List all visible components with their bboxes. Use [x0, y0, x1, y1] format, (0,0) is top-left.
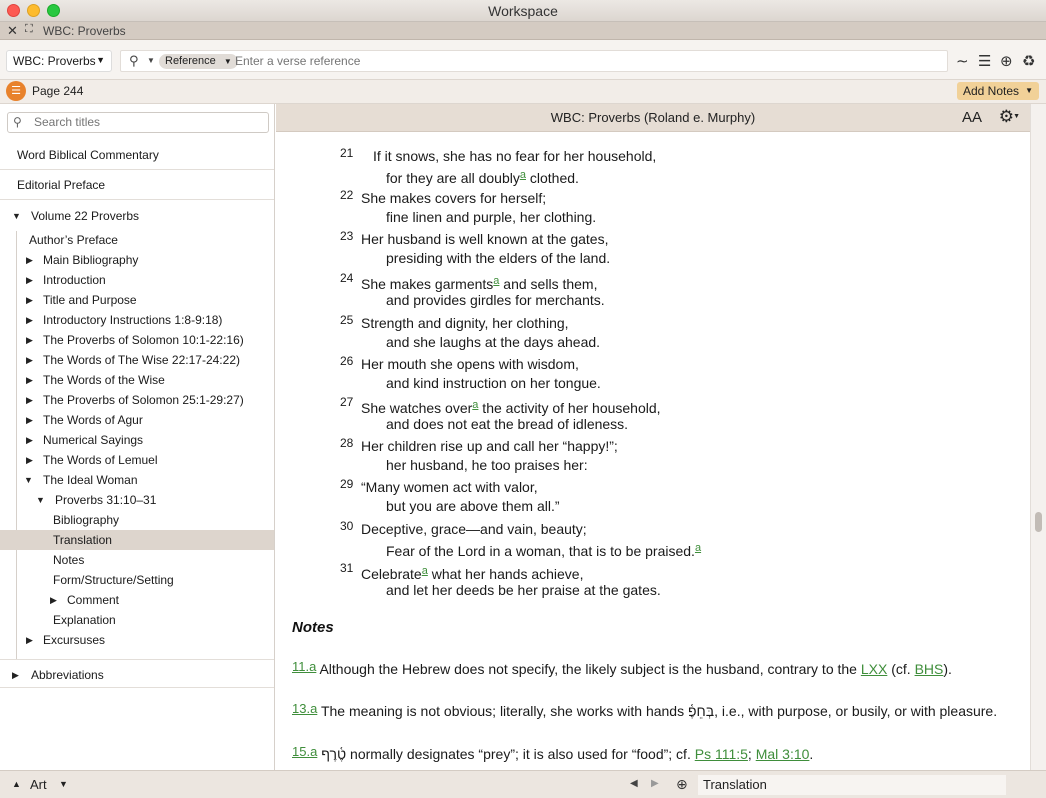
triangle-right-icon[interactable]: ▶: [12, 670, 19, 680]
chevron-down-icon: ▼: [1025, 86, 1033, 95]
verse-line: [386, 415, 628, 434]
verse-text: If it snows, she has no fear for her household,: [373, 148, 657, 164]
verse-text: Her children rise up and call her “happy!”;: [361, 438, 618, 454]
verse-text: She makes garments: [361, 276, 494, 292]
toc-item-label: Bibliography: [53, 513, 120, 527]
verse-line: [386, 333, 600, 352]
note-text: ).: [943, 661, 952, 677]
toc-item-label: Volume 22 Proverbs: [31, 209, 140, 223]
toc-item-label: Author’s Preface: [29, 233, 118, 247]
toc-item-label: Introduction: [43, 273, 106, 287]
verse-number: 26: [340, 354, 354, 368]
verse-line: [386, 291, 605, 310]
chevron-down-icon[interactable]: ▼: [1013, 113, 1020, 120]
collection-label[interactable]: Art: [30, 777, 47, 792]
toc-item-translation[interactable]: [0, 530, 275, 550]
note-ref-link[interactable]: 11.a: [292, 659, 317, 674]
toolbar: [0, 40, 1046, 80]
add-notes-button[interactable]: [957, 82, 1039, 100]
title-search-input[interactable]: [34, 115, 264, 129]
verse-line: [386, 456, 588, 475]
toc-item-label: Title and Purpose: [43, 293, 137, 307]
notes-heading: Notes: [292, 619, 334, 636]
close-panel-icon[interactable]: ✕: [7, 23, 18, 38]
verse-text: Celebrate: [361, 566, 422, 582]
toc-item-introduction[interactable]: [0, 270, 275, 290]
bottom-bar: [0, 770, 1046, 798]
triangle-right-icon[interactable]: ▶: [26, 435, 33, 445]
triangle-right-icon[interactable]: ▶: [26, 255, 33, 265]
footnote-link[interactable]: a: [519, 169, 526, 181]
triangle-right-icon[interactable]: ▶: [26, 375, 33, 385]
verse-text: what her hands achieve,: [427, 566, 584, 582]
toc-item-label: The Words of the Wise: [43, 373, 165, 387]
window-title: Workspace: [488, 3, 558, 19]
verse-text: Strength and dignity, her clothing,: [361, 315, 569, 331]
note-text: ;: [747, 746, 756, 762]
search-type-pill[interactable]: [159, 54, 238, 69]
toc-item-label: The Proverbs of Solomon 10:1-22:16): [43, 333, 244, 347]
panel-tab-title[interactable]: WBC: Proverbs: [43, 24, 126, 38]
toc-item-ideal-woman[interactable]: [0, 470, 275, 490]
verse-number: 28: [340, 436, 354, 450]
toc-item-word-biblical-commentary[interactable]: [0, 140, 275, 170]
toc-item-notes[interactable]: [0, 550, 275, 570]
verse-number: 29: [340, 477, 354, 491]
verse-text: for they are all doubly: [386, 170, 520, 186]
toc-item-numerical-sayings[interactable]: [0, 430, 275, 450]
verse-number: 24: [340, 271, 354, 285]
footnote-link[interactable]: a: [493, 275, 500, 287]
verse-text: the activity of her household,: [478, 400, 661, 416]
reference-input[interactable]: [235, 53, 935, 69]
magnifier-icon: ⚲: [13, 115, 22, 129]
verse-text: and let her deeds be her praise at the gates.: [386, 582, 661, 598]
note-ref-link[interactable]: 15.a: [292, 744, 318, 759]
reference-search-box[interactable]: [120, 50, 948, 72]
verse-line: [361, 230, 608, 249]
next-icon[interactable]: ▶: [651, 778, 659, 789]
note-text: .: [809, 746, 814, 762]
toc-item-words-of-the-wise-1[interactable]: [0, 350, 275, 370]
verse-line: [386, 497, 560, 516]
verse-text: and provides girdles for merchants.: [386, 292, 605, 308]
toc-item-words-of-lemuel[interactable]: [0, 450, 275, 470]
chevron-down-icon: ▼: [96, 55, 105, 65]
verse-line: [361, 355, 579, 374]
verse-number: 30: [340, 519, 354, 533]
toc-item-label: Form/Structure/Setting: [53, 573, 174, 587]
verse-number: 22: [340, 188, 354, 202]
note-link[interactable]: LXX: [860, 661, 888, 677]
verse-text: Fear of the Lord in a woman, that is to be praised.: [386, 543, 695, 559]
verse-line: [361, 189, 546, 208]
previous-icon[interactable]: ◀: [630, 778, 638, 789]
toc-item-explanation[interactable]: [0, 610, 275, 630]
verse-text: presiding with the elders of the land.: [386, 250, 611, 266]
note-item: [292, 659, 952, 677]
verse-line: [373, 147, 656, 166]
triangle-right-icon[interactable]: ▶: [26, 415, 33, 425]
content-header: [276, 104, 1030, 132]
toc-item-label: The Words of The Wise 22:17-24:22): [43, 353, 240, 367]
toc-item-main-bibliography[interactable]: [0, 250, 275, 270]
window-titlebar: [0, 0, 1046, 22]
chevron-down-icon[interactable]: ▼: [147, 56, 155, 65]
toc-item-editorial-preface[interactable]: [0, 170, 275, 200]
table-of-contents-sidebar: [0, 104, 275, 770]
verse-text: She watches over: [361, 400, 473, 416]
note-text: טֶ֫רֶף normally designates “prey”; it is also used for “food”; cf.: [317, 746, 695, 762]
resource-selector-label: WBC: Proverbs: [13, 54, 96, 68]
verse-line: [361, 520, 587, 539]
verse-line: [386, 374, 601, 393]
note-text: The meaning is not obvious; literally, she works with hands בְּחֵפֶ֫, i.e., with purpose, or busily, or with pleasure.: [317, 703, 998, 719]
toc-item-label: Comment: [67, 593, 120, 607]
triangle-right-icon[interactable]: ▶: [26, 355, 33, 365]
toc-item-authors-preface[interactable]: [0, 230, 275, 250]
note-link[interactable]: Mal 3:10: [755, 746, 810, 762]
toc-item-label: Excursuses: [43, 633, 106, 647]
footnote-link[interactable]: a: [694, 542, 702, 554]
add-icon[interactable]: ⊕: [1000, 53, 1013, 70]
note-text: Although the Hebrew does not specify, the likely subject is the husband, contrary to the: [316, 661, 861, 677]
toc-item-label: The Ideal Woman: [43, 473, 138, 487]
toc-item-label: Explanation: [53, 613, 116, 627]
toc-item-label: Word Biblical Commentary: [17, 148, 159, 162]
expand-panel-icon[interactable]: ⛶: [25, 23, 33, 35]
search-type-label: Reference: [165, 55, 216, 67]
note-item: [292, 701, 997, 719]
toc-list-icon[interactable]: ☰: [6, 81, 26, 101]
gear-icon[interactable]: ⚙: [998, 107, 1014, 126]
magnifier-icon[interactable]: ⚲: [129, 53, 139, 68]
verse-text: but you are above them all.”: [386, 498, 560, 514]
triangle-right-icon[interactable]: ▶: [26, 635, 33, 645]
triangle-right-icon[interactable]: ▶: [50, 595, 57, 605]
toc-item-comment[interactable]: [0, 590, 275, 610]
vertical-scrollbar[interactable]: [1030, 104, 1046, 770]
verse-number: 27: [340, 395, 354, 409]
verse-text: fine linen and purple, her clothing.: [386, 209, 597, 225]
verse-line: [361, 478, 538, 497]
globe-icon[interactable]: ⊕: [676, 776, 688, 792]
toc-item-label: Notes: [53, 553, 85, 567]
triangle-right-icon[interactable]: ▶: [26, 455, 33, 465]
toc-item-label: The Words of Lemuel: [43, 453, 158, 467]
note-link[interactable]: BHS: [914, 661, 944, 677]
page-indicator: Page 244: [32, 84, 84, 98]
footnote-link[interactable]: a: [472, 399, 479, 411]
triangle-right-icon[interactable]: ▶: [26, 315, 33, 325]
verse-line: [361, 437, 618, 456]
text-alignment-icon[interactable]: ☰: [978, 53, 992, 70]
chevron-down-icon: ▼: [223, 57, 232, 66]
toc-item-title-and-purpose[interactable]: [0, 290, 275, 310]
toc-item-proverbs-of-solomon-2[interactable]: [0, 390, 275, 410]
verse-text: “Many women act with valor,: [361, 479, 538, 495]
triangle-right-icon[interactable]: ▶: [26, 335, 33, 345]
note-link[interactable]: Ps 111:5: [694, 746, 748, 762]
chevron-up-icon[interactable]: ▲: [12, 779, 21, 789]
panel-tab-bar: [0, 22, 1046, 40]
resource-selector[interactable]: [6, 50, 112, 72]
verse-text: She makes covers for herself;: [361, 190, 547, 206]
toc-item-words-of-agur[interactable]: [0, 410, 275, 430]
triangle-right-icon[interactable]: ▶: [26, 395, 33, 405]
triangle-right-icon[interactable]: ▶: [26, 275, 33, 285]
verse-line: [386, 249, 610, 268]
chevron-down-icon[interactable]: ▼: [59, 779, 68, 789]
toc-item-label: The Proverbs of Solomon 25:1-29:27): [43, 393, 244, 407]
verse-line: [361, 314, 569, 333]
verse-line: [386, 208, 596, 227]
verse-line: [386, 581, 661, 600]
lookup-field[interactable]: Translation: [698, 775, 1006, 795]
verse-number: 21: [340, 146, 354, 160]
verse-text: her husband, he too praises her:: [386, 457, 588, 473]
toc-item-bibliography[interactable]: [0, 510, 275, 530]
verse-text: Her mouth she opens with wisdom,: [361, 356, 579, 372]
verse-number: 23: [340, 229, 354, 243]
title-search-box[interactable]: [7, 112, 269, 133]
resource-title: WBC: Proverbs (Roland e. Murphy): [550, 110, 756, 125]
toc-item-label: Translation: [53, 533, 112, 547]
triangle-down-icon[interactable]: ▼: [36, 495, 45, 505]
note-text: (cf.: [887, 661, 915, 677]
verse-line: [386, 166, 579, 188]
toc-item-label: Abbreviations: [31, 668, 104, 682]
scrollbar-thumb[interactable]: [1035, 512, 1042, 532]
verse-text: Deceptive, grace—and vain, beauty;: [361, 521, 587, 537]
toc-item-proverbs-of-solomon-1[interactable]: [0, 330, 275, 350]
sync-icon[interactable]: ∼: [956, 53, 969, 70]
toc-item-introductory-instructions[interactable]: [0, 310, 275, 330]
toc-item-label: Editorial Preface: [17, 178, 106, 192]
toc-item-proverbs-31[interactable]: [0, 490, 275, 510]
footnote-link[interactable]: a: [421, 565, 428, 577]
toc-item-volume-22[interactable]: [0, 206, 275, 226]
verse-text: and kind instruction on her tongue.: [386, 375, 601, 391]
triangle-right-icon[interactable]: ▶: [26, 295, 33, 305]
info-bar: [0, 80, 1046, 104]
toc-item-label: Introductory Instructions 1:8-9:18): [43, 313, 223, 327]
toc-item-form-structure-setting[interactable]: [0, 570, 275, 590]
toc-item-words-of-the-wise-2[interactable]: [0, 370, 275, 390]
verse-number: 25: [340, 313, 354, 327]
verse-number: 31: [340, 561, 354, 575]
toc-item-label: Main Bibliography: [43, 253, 139, 267]
note-ref-link[interactable]: 13.a: [292, 701, 318, 716]
toc-item-label: Numerical Sayings: [43, 433, 144, 447]
add-notes-label: Add Notes: [963, 84, 1020, 98]
toc-item-excursuses[interactable]: [0, 630, 275, 660]
recycle-icon[interactable]: ♻: [1022, 53, 1036, 70]
font-size-icon[interactable]: AA: [961, 109, 982, 126]
verse-text: clothed.: [525, 170, 579, 186]
reading-pane: [276, 132, 1030, 770]
verse-line: [386, 539, 701, 561]
verse-text: and she laughs at the days ahead.: [386, 334, 601, 350]
toc-item-label: Proverbs 31:10–31: [55, 493, 157, 507]
verse-text: and does not eat the bread of idleness.: [386, 416, 629, 432]
verse-text: and sells them,: [499, 276, 598, 292]
note-item: [292, 744, 813, 762]
toc-item-abbreviations[interactable]: [0, 664, 275, 688]
triangle-down-icon[interactable]: ▼: [12, 211, 21, 221]
triangle-down-icon[interactable]: ▼: [24, 475, 33, 485]
toc-item-label: The Words of Agur: [43, 413, 143, 427]
verse-text: Her husband is well known at the gates,: [361, 231, 609, 247]
